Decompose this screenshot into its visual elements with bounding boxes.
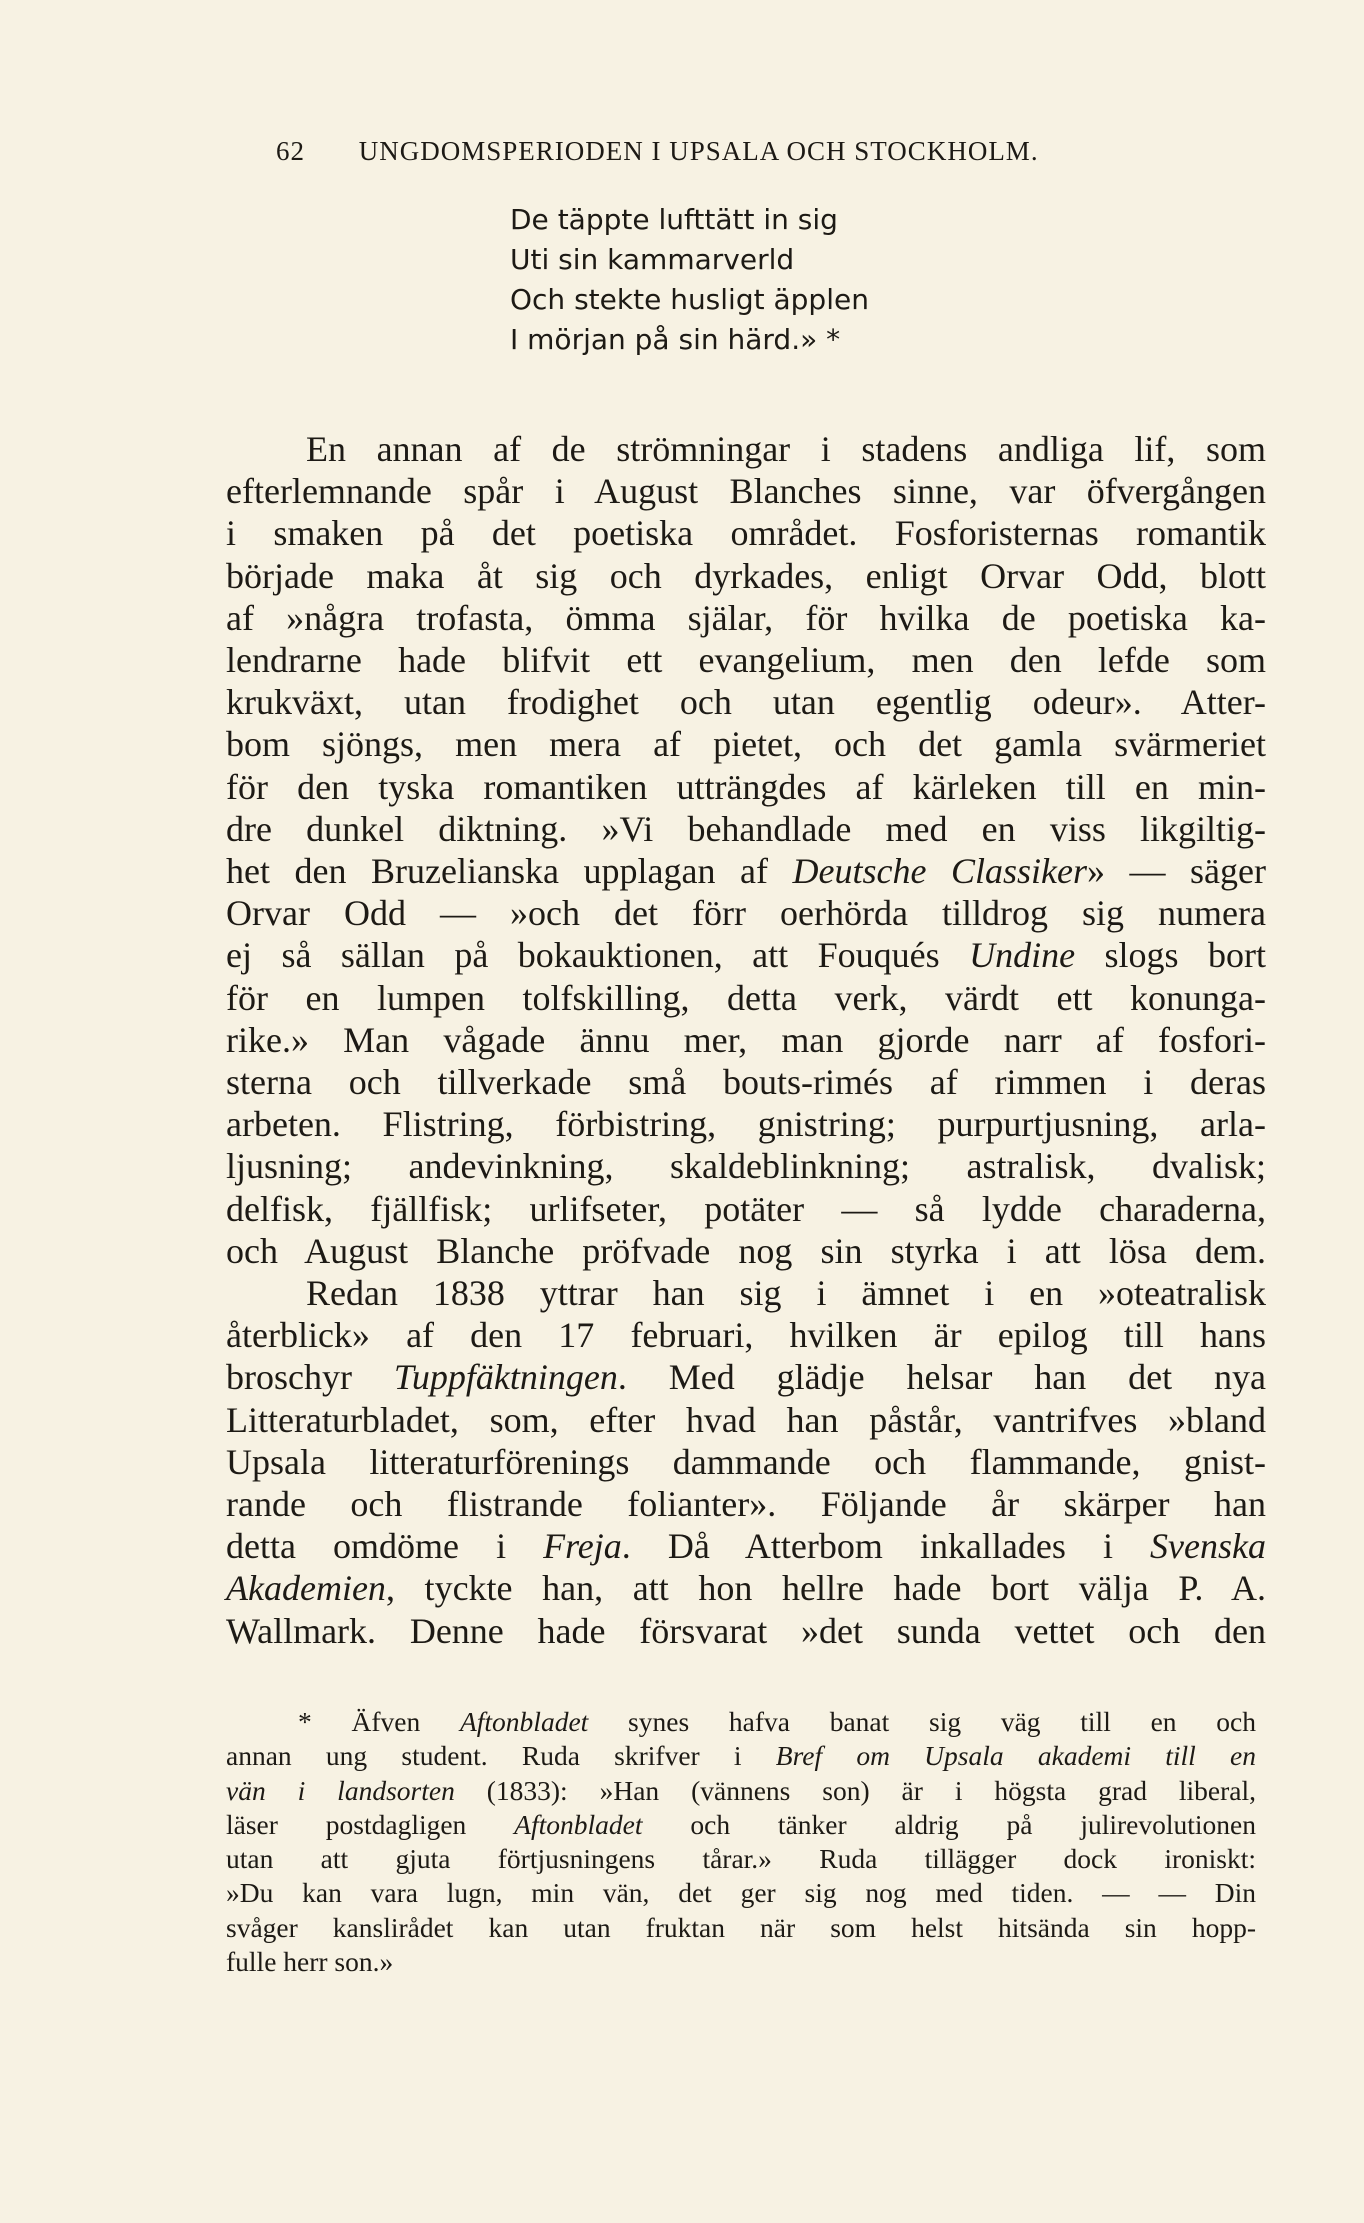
text-line: i smaken på det poetiska området. Fosforisternas romantik — [226, 513, 1266, 554]
running-title: UNGDOMSPERIODEN I UPSALA OCH STOCKHOLM. — [358, 136, 1039, 166]
text-line: broschyr Tuppfäktningen. Med glädje helsar han det nya — [226, 1357, 1267, 1398]
text-line: Upsala litteraturförenings dammande och flammande, gnist- — [226, 1441, 1266, 1482]
body-text — [226, 428, 1266, 1652]
poem-line: De täppte lufttätt in sig — [510, 203, 838, 236]
text-line: sterna och tillverkade små bouts-rimés af rimmen i deras — [226, 1062, 1266, 1103]
text-line: En annan af de strömningar i stadens andliga lif, som — [306, 429, 1266, 469]
text-line: återblick» af den 17 februari, hvilken är epilog till hans — [226, 1315, 1266, 1356]
text-line: Orvar Odd — »och det förr oerhörda tilldrog sig numera — [226, 893, 1266, 934]
text-line: för en lumpen tolfskilling, detta verk, värdt ett konunga- — [226, 977, 1266, 1018]
poem-line: Och stekte husligt äpplen — [510, 283, 869, 316]
text-line: delfisk, fjällfisk; urlifseter, potäter — så lydde charaderna, — [226, 1188, 1266, 1229]
text-line: het den Bruzelianska upplagan af Deutsche Classiker» — säger — [226, 851, 1266, 892]
text-line: detta omdöme i Freja. Då Atterbom inkallades i Svenska — [226, 1526, 1266, 1567]
footnote-line: utan att gjuta förtjusningens tårar.» Ruda tillägger dock ironiskt: — [226, 1843, 1256, 1875]
poem-stanza — [510, 200, 869, 360]
text-line: och August Blanche pröfvade nog sin styrka i att lösa dem. — [226, 1230, 1266, 1271]
text-line: rande och flistrande folianter». Följande år skärper han — [226, 1484, 1266, 1525]
footnote-line: svåger kanslirådet kan utan fruktan när som helst hitsända sin hopp- — [226, 1911, 1256, 1943]
footnote — [226, 1705, 1256, 1979]
text-line: Litteraturbladet, som, efter hvad han påstår, vantrifves »bland — [226, 1399, 1266, 1440]
footnote-line: läser postdagligen Aftonbladet och tänker aldrig på julirevolutionen — [226, 1808, 1256, 1840]
footnote-line: fulle herr son.» — [226, 1946, 394, 1978]
text-line: lendrarne hade blifvit ett evangelium, men den lefde som — [226, 640, 1266, 681]
poem-line: I mörjan på sin härd.» * — [510, 323, 841, 356]
running-header — [276, 136, 1176, 167]
text-line: ej så sällan på bokauktionen, att Fouqués Undine slogs bort — [226, 935, 1267, 976]
footnote-line: »Du kan vara lugn, min vän, det ger sig nog med tiden. — — Din — [226, 1877, 1256, 1909]
footnote-line: annan ung student. Ruda skrifver i Bref om Upsala akademi till en — [226, 1740, 1256, 1772]
text-line: bom sjöngs, men mera af pietet, och det gamla svärmeriet — [226, 724, 1266, 765]
text-line: rike.» Man vågade ännu mer, man gjorde narr af fosfori- — [226, 1019, 1266, 1060]
text-line: efterlemnande spår i August Blanches sinne, var öfvergången — [226, 471, 1266, 512]
footnote-line: * Äfven Aftonbladet synes hafva banat sig väg till en och — [298, 1706, 1256, 1737]
text-line: Akademien, tyckte han, att hon hellre hade bort välja P. A. — [226, 1568, 1266, 1609]
poem-line: Uti sin kammarverld — [510, 243, 795, 276]
text-line: började maka åt sig och dyrkades, enligt Orvar Odd, blott — [226, 555, 1266, 596]
text-line: Redan 1838 yttrar han sig i ämnet i en »oteatralisk — [306, 1273, 1266, 1314]
text-line: af »några trofasta, ömma själar, för hvilka de poetiska ka- — [226, 597, 1266, 638]
footnote-line: vän i landsorten (1833): »Han (vännens son) är i högsta grad liberal, — [226, 1774, 1256, 1806]
text-line: Wallmark. Denne hade försvarat »det sunda vettet och den — [226, 1610, 1266, 1651]
text-line: dre dunkel diktning. »Vi behandlade med en viss likgiltig- — [226, 808, 1266, 849]
text-line: ljusning; andevinkning, skaldeblinkning; astralisk, dvalisk; — [226, 1146, 1266, 1187]
text-line: för den tyska romantiken utträngdes af kärleken till en min- — [226, 766, 1266, 807]
text-line: krukväxt, utan frodighet och utan egentlig odeur». Atter- — [226, 682, 1266, 723]
text-line: arbeten. Flistring, förbistring, gnistring; purpurtjusning, arla- — [226, 1104, 1266, 1145]
page-number: 62 — [276, 136, 305, 166]
